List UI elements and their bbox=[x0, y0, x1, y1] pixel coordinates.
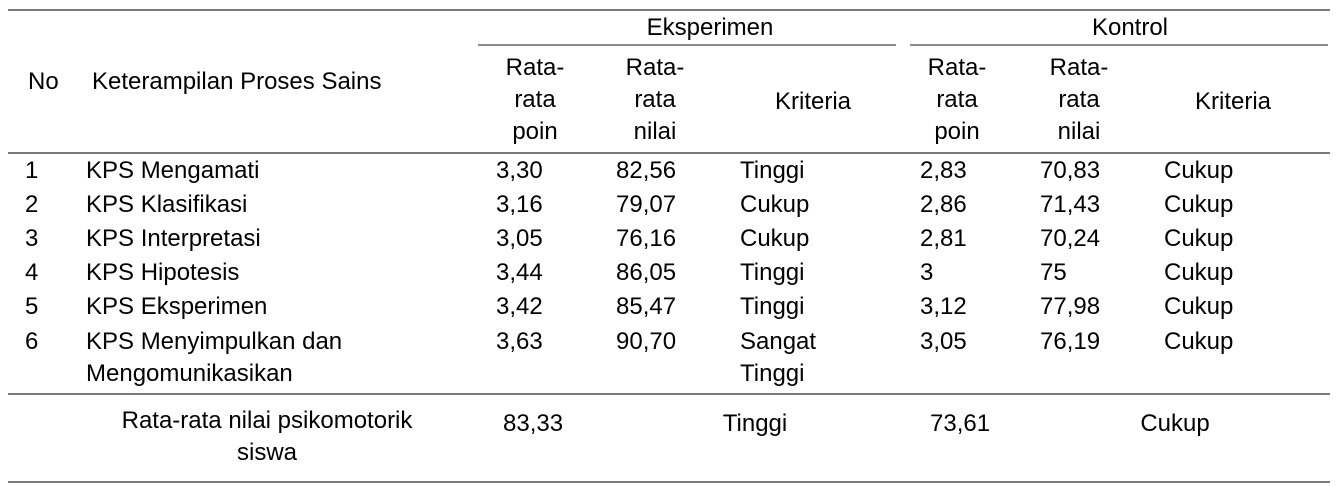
cell-exp-point: 3,05 bbox=[496, 225, 543, 252]
cell-ctrl-value: 70,83 bbox=[1040, 157, 1101, 184]
cell-exp-value: 86,05 bbox=[616, 259, 677, 286]
cell-exp-point: 3,16 bbox=[496, 191, 543, 218]
cell-ctrl-value: 76,19 bbox=[1040, 328, 1101, 355]
header-bottom-rule bbox=[8, 152, 1330, 154]
cell-ctrl-criteria: Cukup bbox=[1164, 259, 1234, 286]
cell-exp-value: 82,56 bbox=[616, 157, 677, 184]
cell-no: 5 bbox=[25, 293, 39, 320]
cell-exp-criteria: Tinggi bbox=[740, 293, 805, 320]
cell-skill: KPS Interpretasi bbox=[86, 225, 261, 252]
body-bottom-rule bbox=[8, 393, 1330, 395]
top-rule bbox=[8, 9, 1330, 11]
cell-skill: KPS Mengamati bbox=[86, 157, 260, 184]
footer-exp-value: 83,33 bbox=[503, 410, 564, 437]
footer-exp-criteria: Tinggi bbox=[722, 410, 788, 437]
header-ctrl-criteria: Kriteria bbox=[1194, 88, 1272, 115]
cell-ctrl-value: 71,43 bbox=[1040, 191, 1101, 218]
cell-skill: KPS Eksperimen bbox=[86, 293, 268, 320]
group-rule-control bbox=[910, 44, 1328, 46]
cell-ctrl-point: 2,83 bbox=[920, 157, 967, 184]
cell-no: 4 bbox=[25, 259, 39, 286]
header-group-control: Kontrol bbox=[1091, 14, 1169, 41]
cell-exp-value: 79,07 bbox=[616, 191, 677, 218]
cell-ctrl-criteria: Cukup bbox=[1164, 293, 1234, 320]
footer-ctrl-value: 73,61 bbox=[930, 410, 991, 437]
header-no: No bbox=[28, 68, 59, 95]
cell-exp-criteria: Cukup bbox=[740, 191, 810, 218]
header-skill: Keterampilan Proses Sains bbox=[92, 68, 382, 95]
cell-exp-point: 3,30 bbox=[496, 157, 543, 184]
cell-exp-value: 85,47 bbox=[616, 293, 677, 320]
cell-ctrl-criteria: Cukup bbox=[1164, 225, 1234, 252]
cell-no: 1 bbox=[25, 157, 39, 184]
cell-exp-criteria: Cukup bbox=[740, 225, 810, 252]
cell-ctrl-criteria: Cukup bbox=[1164, 328, 1234, 355]
cell-ctrl-point: 2,86 bbox=[920, 191, 967, 218]
cell-ctrl-point: 3,12 bbox=[920, 293, 967, 320]
cell-exp-criteria: Tinggi bbox=[740, 157, 805, 184]
cell-ctrl-point: 3,05 bbox=[920, 328, 967, 355]
header-exp-avg-value: Rata- rata nilai bbox=[625, 54, 685, 145]
cell-exp-value: 90,70 bbox=[616, 328, 677, 355]
header-ctrl-avg-point: Rata- rata poin bbox=[927, 54, 987, 145]
cell-ctrl-criteria: Cukup bbox=[1164, 191, 1234, 218]
cell-ctrl-point: 2,81 bbox=[920, 225, 967, 252]
cell-ctrl-point: 3 bbox=[920, 259, 934, 286]
cell-ctrl-criteria: Cukup bbox=[1164, 157, 1234, 184]
cell-exp-point: 3,42 bbox=[496, 293, 543, 320]
cell-no: 3 bbox=[25, 225, 39, 252]
header-group-experiment: Eksperimen bbox=[646, 14, 774, 41]
footer-label: Rata-rata nilai psikomotorik siswa bbox=[121, 407, 413, 466]
cell-exp-criteria: Tinggi bbox=[740, 259, 805, 286]
header-ctrl-avg-value: Rata- rata nilai bbox=[1049, 54, 1109, 145]
footer-ctrl-criteria: Cukup bbox=[1140, 410, 1210, 437]
cell-exp-value: 76,16 bbox=[616, 225, 677, 252]
cell-ctrl-value: 70,24 bbox=[1040, 225, 1101, 252]
cell-exp-criteria: Sangat Tinggi bbox=[740, 328, 817, 387]
cell-exp-point: 3,63 bbox=[496, 328, 543, 355]
header-exp-criteria: Kriteria bbox=[774, 88, 852, 115]
cell-exp-point: 3,44 bbox=[496, 259, 543, 286]
cell-no: 6 bbox=[25, 328, 39, 355]
header-exp-avg-point: Rata- rata poin bbox=[505, 54, 565, 145]
cell-skill: KPS Menyimpulkan dan Mengomunikasikan bbox=[86, 328, 343, 387]
cell-no: 2 bbox=[25, 191, 39, 218]
cell-skill: KPS Klasifikasi bbox=[86, 191, 248, 218]
cell-skill: KPS Hipotesis bbox=[86, 259, 240, 286]
group-rule-experiment bbox=[478, 44, 896, 46]
cell-ctrl-value: 77,98 bbox=[1040, 293, 1101, 320]
table-bottom-rule bbox=[8, 481, 1330, 483]
cell-ctrl-value: 75 bbox=[1040, 259, 1067, 286]
